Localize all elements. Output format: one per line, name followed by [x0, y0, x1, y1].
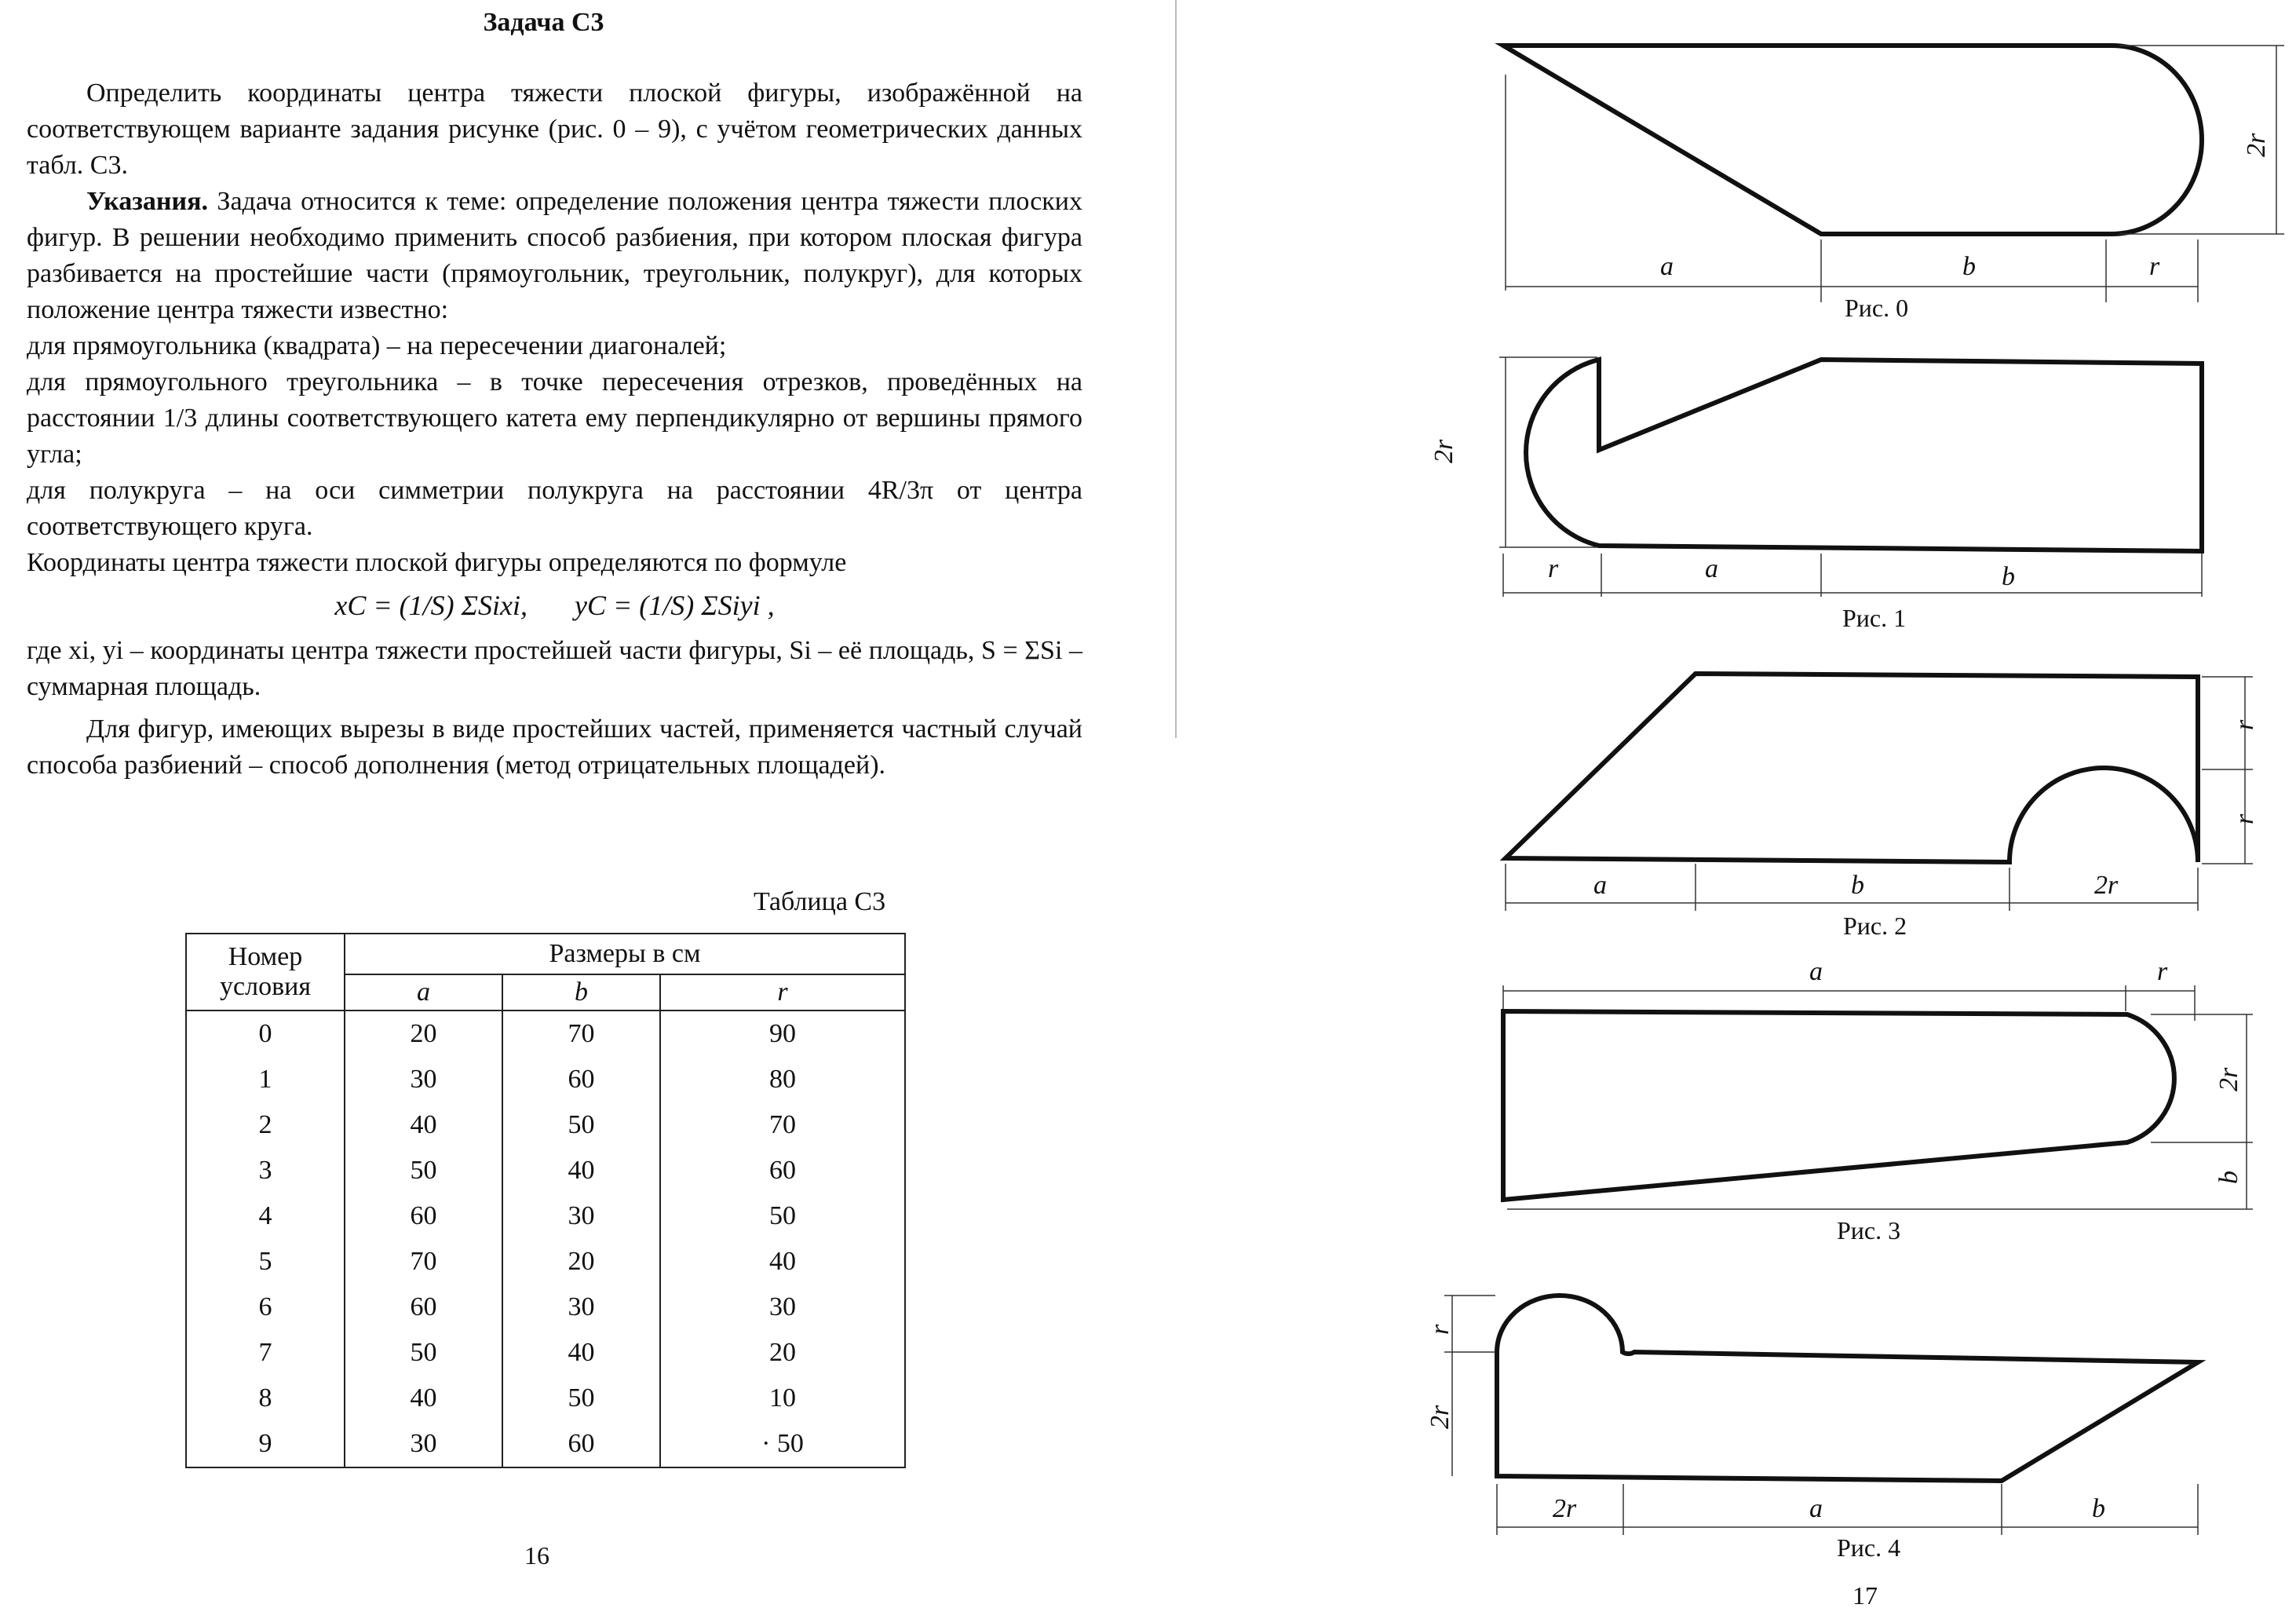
header-dimensions: Размеры в см: [345, 934, 905, 974]
fig0-label-a: a: [1660, 252, 1674, 281]
table-cell: 30: [345, 1421, 502, 1467]
table-cell: 7: [186, 1330, 345, 1376]
table-cell: 3: [186, 1148, 345, 1193]
table-cell: 8: [186, 1376, 345, 1421]
header-col-a: a: [345, 974, 502, 1011]
figure-4-shape: [1497, 1296, 2198, 1481]
table-cell: 2: [186, 1102, 345, 1148]
table-cell: 50: [660, 1193, 905, 1239]
fig1-label-b: b: [2002, 562, 2015, 591]
table-cell: 5: [186, 1239, 345, 1285]
fig4-caption: Рис. 4: [1837, 1533, 1901, 1562]
table-cell: 60: [502, 1057, 660, 1102]
figure-3: [1503, 985, 2253, 1209]
table-cell: 4: [186, 1193, 345, 1239]
table-cell: 50: [345, 1148, 502, 1193]
fig2-label-r-bottom: r: [2230, 813, 2259, 824]
table-cell: 9: [186, 1421, 345, 1467]
formula-legend: где xi, yi – координаты центра тяжести простейшей части фигуры, Si – её площадь, S = ΣSi – суммарная площадь.: [27, 636, 1082, 701]
table-cell: 40: [502, 1330, 660, 1376]
table-cell: 70: [502, 1011, 660, 1057]
table-cell: 20: [345, 1011, 502, 1057]
table-cell: 50: [502, 1376, 660, 1421]
table-cell: 40: [660, 1239, 905, 1285]
table-cell: 50: [345, 1330, 502, 1376]
figure-2-outline: [1506, 674, 2198, 862]
table-caption: Таблица С3: [754, 887, 886, 916]
fig1-label-2r: 2r: [1429, 439, 1458, 463]
table-cell: 60: [345, 1285, 502, 1330]
figure-0: [1503, 46, 2284, 302]
fig2-label-2r: 2r: [2094, 871, 2119, 900]
fig0-label-r: r: [2149, 252, 2160, 281]
negative-area-paragraph: Для фигур, имеющих вырезы в виде простейших частей, применяется частный случай способа разбиений – способ дополнения (метод отрицательных площадей).: [27, 714, 1082, 780]
table-cell: 6: [186, 1285, 345, 1330]
table-cell: 40: [502, 1148, 660, 1193]
fig2-label-b: b: [1851, 871, 1864, 900]
fig4-label-r: r: [1425, 1324, 1455, 1335]
fig3-label-2r: 2r: [2214, 1067, 2243, 1091]
rule-triangle: для прямоугольного треугольника – в точке пересечения отрезков, проведённых на расстоянии 1/3 длины соответствующего катета ему перпендикулярно от вершины прямого угла;: [27, 367, 1082, 469]
figure-1: [1499, 357, 2202, 597]
fig3-caption: Рис. 3: [1837, 1216, 1901, 1244]
hints-text: Задача относится к теме: определение положения центра тяжести плоских фигур. В решении необходимо применить способ разбиения, при котором плоская фигура разбивается на простейшие части (прямоугольник, треугольник, полукруг), для которых положение центра тяжести известно:: [27, 187, 1082, 324]
fig3-label-r: r: [2157, 957, 2168, 986]
page-number-right: 17: [1852, 1581, 1878, 1610]
header-condition-number: Номер условия: [186, 934, 345, 1011]
fig2-label-r-top: r: [2230, 719, 2259, 730]
fig2-caption: Рис. 2: [1843, 912, 1907, 940]
fig4-label-2r: 2r: [1553, 1494, 1577, 1523]
header-col-b: b: [502, 974, 660, 1011]
fig1-label-r: r: [1548, 554, 1559, 583]
figure-3-outline: [1503, 1011, 2174, 1200]
table-cell: 40: [345, 1102, 502, 1148]
table-cell: 30: [345, 1057, 502, 1102]
hints-label: Указания.: [86, 187, 208, 216]
table-cell: · 50: [660, 1421, 905, 1467]
table-cell: 60: [502, 1421, 660, 1467]
figure-1-outline: [1526, 360, 2202, 551]
figure-2: [1506, 674, 2253, 911]
table-cell: 90: [660, 1011, 905, 1057]
rule-rectangle: для прямоугольника (квадрата) – на пересечении диагоналей;: [27, 331, 727, 360]
table-cell: 60: [660, 1148, 905, 1193]
table-cell: 30: [502, 1193, 660, 1239]
table-cell: 40: [345, 1376, 502, 1421]
table-cell: 30: [502, 1285, 660, 1330]
problem-title: Задача С3: [483, 8, 604, 37]
table-cell: 1: [186, 1057, 345, 1102]
formula-y: yC = (1/S) ΣSiyi ,: [575, 590, 775, 621]
table-cell: 70: [660, 1102, 905, 1148]
table-cell: 80: [660, 1057, 905, 1102]
table-cell: 20: [660, 1330, 905, 1376]
formula-intro: Координаты центра тяжести плоской фигуры определяются по формуле: [27, 548, 847, 577]
figure-0-outline: [1503, 46, 2202, 234]
fig4-label-b: b: [2092, 1494, 2105, 1523]
fig0-label-2r: 2r: [2242, 133, 2271, 157]
fig1-label-a: a: [1705, 554, 1718, 583]
table-cell: 60: [345, 1193, 502, 1239]
fig0-caption: Рис. 0: [1845, 294, 1909, 322]
page-number-left: 16: [524, 1541, 549, 1570]
rule-semicircle: для полукруга – на оси симметрии полукруга на расстоянии 4R/3π от центра соответствующего круга.: [27, 476, 1082, 541]
table-cell: 50: [502, 1102, 660, 1148]
table-cell: 20: [502, 1239, 660, 1285]
table-cell: 30: [660, 1285, 905, 1330]
fig1-caption: Рис. 1: [1842, 604, 1907, 632]
fig4-label-2r-vertical: 2r: [1425, 1405, 1455, 1429]
fig3-label-b: b: [2214, 1171, 2243, 1184]
table-cell: 0: [186, 1011, 345, 1057]
fig0-label-b: b: [1962, 252, 1976, 281]
table-cell: 70: [345, 1239, 502, 1285]
table-cell: 10: [660, 1376, 905, 1421]
formula-x: xC = (1/S) ΣSixi,: [334, 590, 527, 621]
fig3-label-a: a: [1809, 957, 1823, 986]
fig2-label-a: a: [1593, 871, 1607, 900]
figure-4-outline: [1497, 1289, 1625, 1477]
header-col-r: r: [660, 974, 905, 1011]
problem-statement: Определить координаты центра тяжести плоской фигуры, изображённой на соответствующем варианте задания рисунке (рис. 0 – 9), с учётом геометрических данных табл. С3.: [27, 79, 1082, 180]
fig4-label-a: a: [1809, 1494, 1823, 1523]
